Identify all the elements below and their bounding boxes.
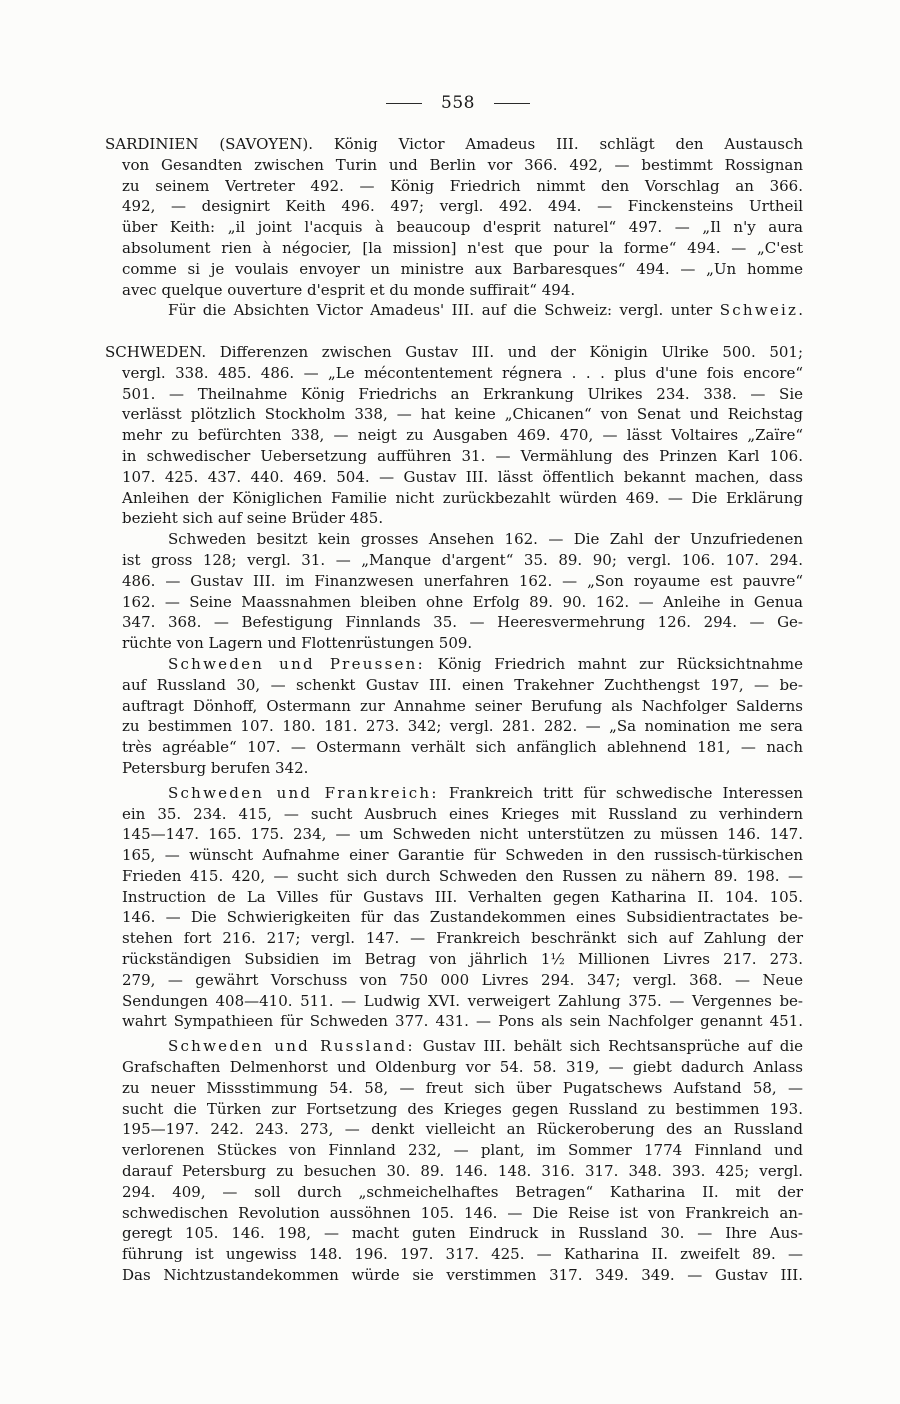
index-entry-sardinien [105, 134, 803, 321]
text-line: geregt 105. 146. 198, — macht guten Eindruck in Russland 30. — Ihre Aus- [122, 1224, 803, 1243]
entry-heading-line: SARDINIEN (SAVOYEN). König Victor Amadeus III. schlägt den Austausch [105, 135, 803, 153]
text-line: 162. — Seine Maassnahmen bleiben ohne Erfolg 89. 90. 162. — Anleihe in Genua [122, 592, 803, 611]
text-line: Schweden besitzt kein grosses Ansehen 162. — Die Zahl der Unzufriedenen [168, 530, 803, 549]
text-line: verlorenen Stückes von Finnland 232, — plant, im Sommer 1774 Finnland und [122, 1141, 803, 1160]
spaced-subheading: Schweden und Russland: [168, 1037, 415, 1056]
text-line: 501. — Theilnahme König Friedrichs an Erkrankung Ulrikes 234. 338. — Sie [122, 384, 803, 403]
text-line [168, 783, 803, 804]
text-line: über Keith: „il joint l'acquis à beaucoup d'esprit naturel“ 497. — „Il n'y aura [122, 218, 803, 237]
text-line: Sendungen 408—410. 511. — Ludwig XVI. verweigert Zahlung 375. — Vergennes be- [122, 991, 803, 1010]
text-line: wahrt Sympathieen für Schweden 377. 431. — Pons als sein Nachfolger genannt 451. [122, 1012, 803, 1031]
text-line: Frieden 415. 420, — sucht sich durch Schweden den Russen zu nähern 89. 198. — [122, 866, 803, 885]
subheading-text: Frankreich tritt für schwedische Interessen [448, 783, 803, 802]
subentry-paragraph [105, 529, 803, 654]
text-line: verlässt plötzlich Stockholm 338, — hat keine „Chicanen“ von Senat und Reichstag [122, 405, 803, 424]
text-line [168, 654, 803, 675]
page-number: 558 [441, 93, 475, 113]
text-line [168, 1036, 803, 1057]
text-line: sucht die Türken zur Fortsetzung des Krieges gegen Russland zu bestimmen 193. [122, 1099, 803, 1118]
cross-reference-text: Für die Absichten Victor Amadeus' III. auf die Schweiz: vergl. unter [168, 301, 713, 320]
text-line: zu neuer Missstimmung 54. 58, — freut sich über Pugatschews Aufstand 58, — [122, 1078, 803, 1097]
subheading-text: König Friedrich mahnt zur Rücksichtnahme [437, 654, 803, 673]
subentry-paragraph-russland [105, 1036, 803, 1286]
text-line: rüchte von Lagern und Flottenrüstungen 509. [122, 634, 473, 653]
text-line: très agréable“ 107. — Ostermann verhält sich anfänglich ablehnend 181, — nach [122, 738, 803, 757]
subentry-paragraph-frankreich [105, 783, 803, 1033]
spaced-subheading: Schweden und Preussen: [168, 654, 425, 673]
text-line: mehr zu befürchten 338, — neigt zu Ausgaben 469. 470, — lässt Voltaires „Zaïre“ [122, 426, 803, 445]
text-line: zu seinem Vertreter 492. — König Friedrich nimmt den Vorschlag an 366. [122, 176, 803, 195]
text-line: 145—147. 165. 175. 234, — um Schweden nicht unterstützen zu müssen 146. 147. [122, 825, 803, 844]
text-line: Grafschaften Delmenhorst und Oldenburg vor 54. 58. 319, — giebt dadurch Anlass [122, 1058, 803, 1077]
text-line: 195—197. 242. 243. 273, — denkt vielleicht an Rückeroberung des an Russland [122, 1120, 803, 1139]
text-line: 347. 368. — Befestigung Finnlands 35. — Heeresvermehrung 126. 294. — Ge- [122, 613, 803, 632]
text-line: Instruction de La Villes für Gustavs III. Verhalten gegen Katharina II. 104. 105. [122, 887, 803, 906]
index-text-column [105, 134, 803, 1286]
page-header [8, 92, 900, 114]
header-rule-left [386, 103, 422, 104]
entry-paragraph [105, 134, 803, 300]
text-line: von Gesandten zwischen Turin und Berlin vor 366. 492, — bestimmt Rossignan [122, 155, 803, 174]
text-line: 486. — Gustav III. im Finanzwesen unerfahren 162. — „Son royaume est pauvre“ [122, 571, 803, 590]
text-line: bezieht sich auf seine Brüder 485. [122, 509, 384, 528]
index-entry-schweden [105, 342, 803, 1286]
text-line: comme si je voulais envoyer un ministre aux Barbaresques“ 494. — „Un homme [122, 259, 803, 278]
text-line: zu bestimmen 107. 180. 181. 273. 342; vergl. 281. 282. — „Sa nomination me sera [122, 717, 803, 736]
text-line: stehen fort 216. 217; vergl. 147. — Frankreich beschränkt sich auf Zahlung der [122, 929, 803, 948]
header-rule-right [494, 103, 530, 104]
subheading-text: Gustav III. behält sich Rechtsansprüche auf die [422, 1037, 803, 1056]
text-line: schwedischen Revolution aussöhnen 105. 146. — Die Reise ist von Frankreich an- [122, 1203, 803, 1222]
text-line: avec quelque ouverture d'esprit et du monde suffirait“ 494. [122, 280, 576, 299]
text-line: 146. — Die Schwierigkeiten für das Zustandekommen eines Subsidientractates be- [122, 908, 803, 927]
text-line [168, 300, 803, 321]
text-line: darauf Petersburg zu besuchen 30. 89. 146. 148. 316. 317. 348. 393. 425; vergl. [122, 1162, 803, 1181]
text-line: Das Nichtzustandekommen würde sie verstimmen 317. 349. 349. — Gustav III. [122, 1266, 803, 1285]
text-line: ist gross 128; vergl. 31. — „Manque d'argent“ 35. 89. 90; vergl. 106. 107. 294. [122, 550, 803, 569]
text-line: absolument rien à négocier, [la mission] n'est que pour la forme“ 494. — „C'est [122, 238, 803, 257]
text-line: führung ist ungewiss 148. 196. 197. 317. 425. — Katharina II. zweifelt 89. — [122, 1245, 803, 1264]
text-line: auftragt Dönhoff, Ostermann zur Annahme seiner Berufung als Nachfolger Salderns [122, 696, 803, 715]
text-line: 492, — designirt Keith 496. 497; vergl. 492. 494. — Finckensteins Urtheil [122, 197, 803, 216]
spaced-subheading: Schweden und Frankreich: [168, 783, 439, 802]
reference-period: . [798, 301, 803, 320]
text-line: 107. 425. 437. 440. 469. 504. — Gustav III. lässt öffentlich bekannt machen, dass [122, 467, 803, 486]
spaced-reference: Schweiz [719, 301, 799, 320]
subentry-paragraph-preussen [105, 654, 803, 779]
text-line: Anleihen der Königlichen Familie nicht zurückbezahlt würden 469. — Die Erklärung [122, 488, 803, 507]
entry-paragraph [105, 342, 803, 529]
text-line: auf Russland 30, — schenkt Gustav III. einen Trakehner Zuchthengst 197, — be- [122, 675, 803, 694]
text-line: ein 35. 234. 415, — sucht Ausbruch eines Krieges mit Russland zu verhindern [122, 804, 803, 823]
cross-reference-paragraph [105, 300, 803, 321]
entry-heading-line: SCHWEDEN. Differenzen zwischen Gustav III. und der Königin Ulrike 500. 501; [105, 342, 803, 361]
text-line: vergl. 338. 485. 486. — „Le mécontentement régnera . . . plus d'une fois encore“ [122, 363, 803, 382]
text-line: rückständigen Subsidien im Betrag von jährlich 1½ Millionen Livres 217. 273. [122, 950, 803, 969]
text-line: in schwedischer Uebersetzung aufführen 31. — Vermählung des Prinzen Karl 106. [122, 446, 803, 465]
text-line: 165, — wünscht Aufnahme einer Garantie für Schweden in den russisch-türkischen [122, 846, 803, 865]
text-line: Petersburg berufen 342. [122, 758, 309, 777]
text-line: 294. 409, — soll durch „schmeichelhaftes Betragen“ Katharina II. mit der [122, 1182, 803, 1201]
text-line: 279, — gewährt Vorschuss von 750 000 Livres 294. 347; vergl. 368. — Neue [122, 970, 803, 989]
